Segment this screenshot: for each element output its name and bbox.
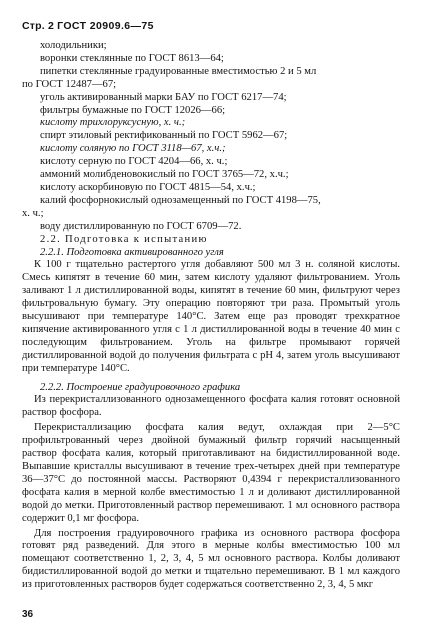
paragraph-calibration-dilutions: Для построения градуировочного графика из основного раствора фосфора готовят ряд разведений. Для этого в мерные колбы вместимостью 100 мл помещают соответственно 1, 2, 3, 4, 5 мл основного раствора. Колбы доливают бидистиллированной водой до метки и тщательно перемешивают. В 1 мл каждого из приготовленных растворов будет содержаться соответственно 2, 3, 4, 5 мкг: [22, 527, 400, 591]
paragraph-recrystallization: Перекристаллизацию фосфата калия ведут, охлаждая при 2—5°С профильтрованный через двойной бумажный фильтр горячий насыщенный раствор фосфата калия, который приготавливают на бидистиллированной воде. Выпавшие кристаллы высушивают в течение трех-четырех дней при температуре 36—37°С до постоянной массы. Растворяют 0,4394 г перекристаллизованного фосфата калия в мерной колбе вместимостью 1 л и доливают дистиллированной водой до метки. Приготовленный раствор перемешивают. 1 мл основного раствора содержит 0,1 мг фосфора.: [22, 422, 400, 524]
document-body: [22, 40, 400, 592]
list-item: холодильники;: [40, 40, 107, 51]
list-item: аммоний молибденовокислый по ГОСТ 3765—72, х.ч.;: [40, 169, 289, 181]
standard-number: ГОСТ 20909.6—75: [57, 20, 154, 32]
section-heading-2-2-2: 2.2.2. Построение градуировочного графика: [40, 381, 241, 393]
list-item: спирт этиловый ректификованный по ГОСТ 5962—67;: [40, 130, 288, 142]
list-item-continuation: по ГОСТ 12487—67;: [22, 78, 117, 90]
page-label: Стр. 2: [22, 20, 55, 32]
list-item: калий фосфорнокислый однозамещенный по ГОСТ 4198—75,: [40, 194, 321, 206]
paragraph-stock-solution: Из перекристаллизованного однозамещенного фосфата калия готовят основной раствор фосфора.: [22, 394, 400, 419]
list-item-continuation: х. ч.;: [22, 207, 44, 219]
page-number: 36: [22, 609, 34, 620]
list-item: кислоту аскорбиновую по ГОСТ 4815—54, х.ч.;: [40, 181, 256, 193]
section-heading-2-2-1: 2.2.1. Подготовка активированного угля: [40, 246, 224, 258]
list-item: воронки стеклянные по ГОСТ 8613—64;: [40, 52, 224, 64]
section-heading-2-2: 2.2. Подготовка к испытанию: [40, 233, 208, 245]
paragraph-carbon-preparation: К 100 г тщательно растертого угля добавляют 500 мл 3 н. соляной кислоты. Смесь кипятят в течение 60 мин, затем кислоту удаляют фильтрованием. Уголь заливают 1 л дистиллированной воды, кипятят в течение 60 мин, фильтруют через фильтровальную бумагу. Эту операцию повторяют три раза. Промытый уголь высушивают при температуре 140°С. Затем еще раз проводят трехкратное кипячение активированного угля с 1 л дистиллированной воды в течение 40 мин с последующим фильтрованием. Уголь на фильтре промывают горячей дистиллированной водой до получения фильтрата с pH 4, затем уголь высушивают при температуре 140°С.: [22, 259, 400, 374]
list-item: кислоту серную по ГОСТ 4204—66, х. ч.;: [40, 156, 228, 168]
list-item: кислоту соляную по ГОСТ 3118—67, х.ч.;: [40, 143, 226, 155]
page-header: [22, 20, 154, 32]
list-item: пипетки стеклянные градуированные вместимостью 2 и 5 мл: [40, 65, 317, 77]
list-item: воду дистиллированную по ГОСТ 6709—72.: [40, 220, 242, 232]
reagent-list: [22, 40, 400, 234]
list-item: кислоту трихлоруксусную, х. ч.;: [40, 117, 186, 129]
list-item: фильтры бумажные по ГОСТ 12026—66;: [40, 104, 226, 116]
list-item: уголь активированный марки БАУ по ГОСТ 6217—74;: [40, 91, 287, 103]
